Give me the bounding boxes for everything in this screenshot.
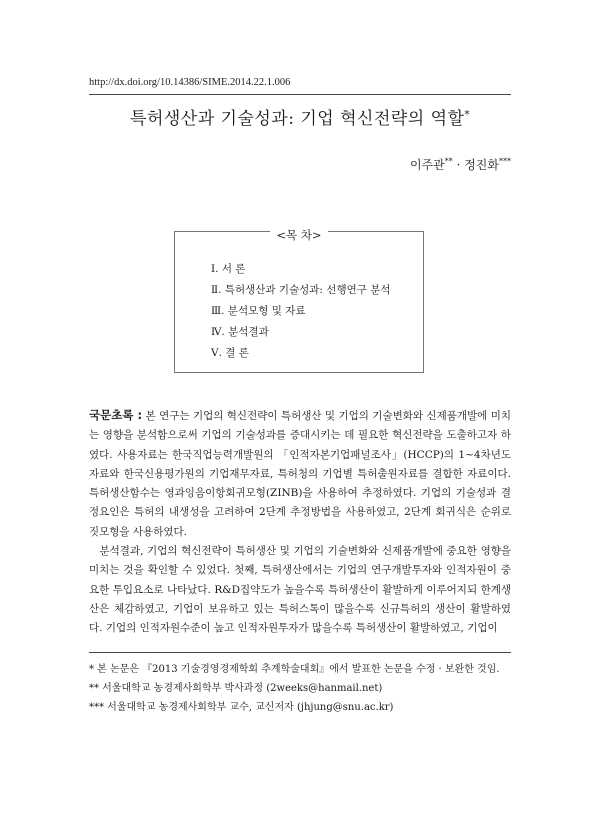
abstract-label: 국문초록 : — [89, 408, 143, 422]
toc-item: Ⅰ. 서 론 — [211, 263, 246, 275]
toc-item: Ⅳ. 분석결과 — [211, 326, 269, 338]
toc-heading-text: <목 차> — [270, 228, 327, 242]
toc-list — [211, 259, 391, 364]
toc-item: Ⅴ. 결 론 — [211, 347, 249, 359]
footnotes — [89, 660, 519, 717]
footnote: ** 서울대학교 농경제사회학부 박사과정 (2weeks@hanmail.net) — [89, 683, 383, 694]
footnote: * 본 논문은 『2013 기술경영경제학회 추계학술대회』에서 발표한 논문을 수정 · 보완한 것임. — [89, 664, 500, 675]
paper-title — [89, 104, 511, 129]
toc-item: Ⅱ. 특허생산과 기술성과: 선행연구 분석 — [211, 284, 391, 296]
author-name: 이주관 — [409, 158, 445, 172]
author-name: 정진화 — [464, 158, 499, 172]
author-footnote-mark: *** — [499, 157, 511, 166]
abstract-text: 분석결과, 기업의 혁신전략이 특허생산 및 기업의 기술변화와 신제품개발에 중요한 영향을 미치는 것을 확인할 수 있었다. 첫째, 특허생산에서는 기업의 연구개발투자와 인적자원이 중요한 투입요소로 나타났다. R&D집약도가 높을수록 특허생산이 활발하게 이루어지되 한계생산은 체감하였고, 기업이 보유하고 있는 특허스톡이 많을수록 신규특허의 생산이 활발하였다. 기업의 인적자원수준이 높고 인적자원투자가 많을수록 특허생산이 활발하였고, 기업이 — [89, 545, 511, 635]
title-text: 특허생산과 기술성과: 기업 혁신전략의 역할 — [130, 109, 465, 129]
author-line — [410, 156, 511, 173]
korean-abstract — [89, 406, 511, 639]
title-footnote-mark: * — [464, 109, 470, 121]
toc-item: Ⅲ. 분석모형 및 자료 — [211, 305, 306, 317]
header-rule — [89, 94, 511, 95]
abstract-text: 본 연구는 기업의 혁신전략이 특허생산 및 기업의 기술변화와 신제품개발에 미치는 영향을 분석함으로써 기업의 기술성과를 증대시키는 데 필요한 혁신전략을 도출하고자 하였다. 사용자료는 한국직업능력개발원의 「인적자본기업패널조사」(HCCP)의 1~4차년도 자료와 한국신용평가원의 기업재무자료, 특허청의 기업별 특허출원자료를 결합한 자료이다. 특허생산함수는 영과잉음이항회귀모형(ZINB)을 사용하여 추정하였다. 기업의 기술성과 결정요인은 특허의 내생성을 고려하여 2단계 추정방법을 사용하였고, 2단계 회귀식은 순위로짓모형을 사용하였다. — [89, 410, 511, 538]
table-of-contents — [174, 228, 424, 373]
author-footnote-mark: ** — [444, 157, 453, 166]
toc-heading — [175, 224, 423, 243]
footnote-rule — [89, 652, 511, 653]
abstract-paragraph — [89, 406, 511, 542]
author-separator: · — [456, 158, 461, 172]
abstract-paragraph — [89, 542, 511, 638]
doi-link[interactable]: http://dx.doi.org/10.14386/SIME.2014.22.1.006 — [89, 77, 291, 88]
footnote: *** 서울대학교 농경제사회학부 교수, 교신저자 (jhjung@snu.ac.kr) — [89, 702, 394, 713]
